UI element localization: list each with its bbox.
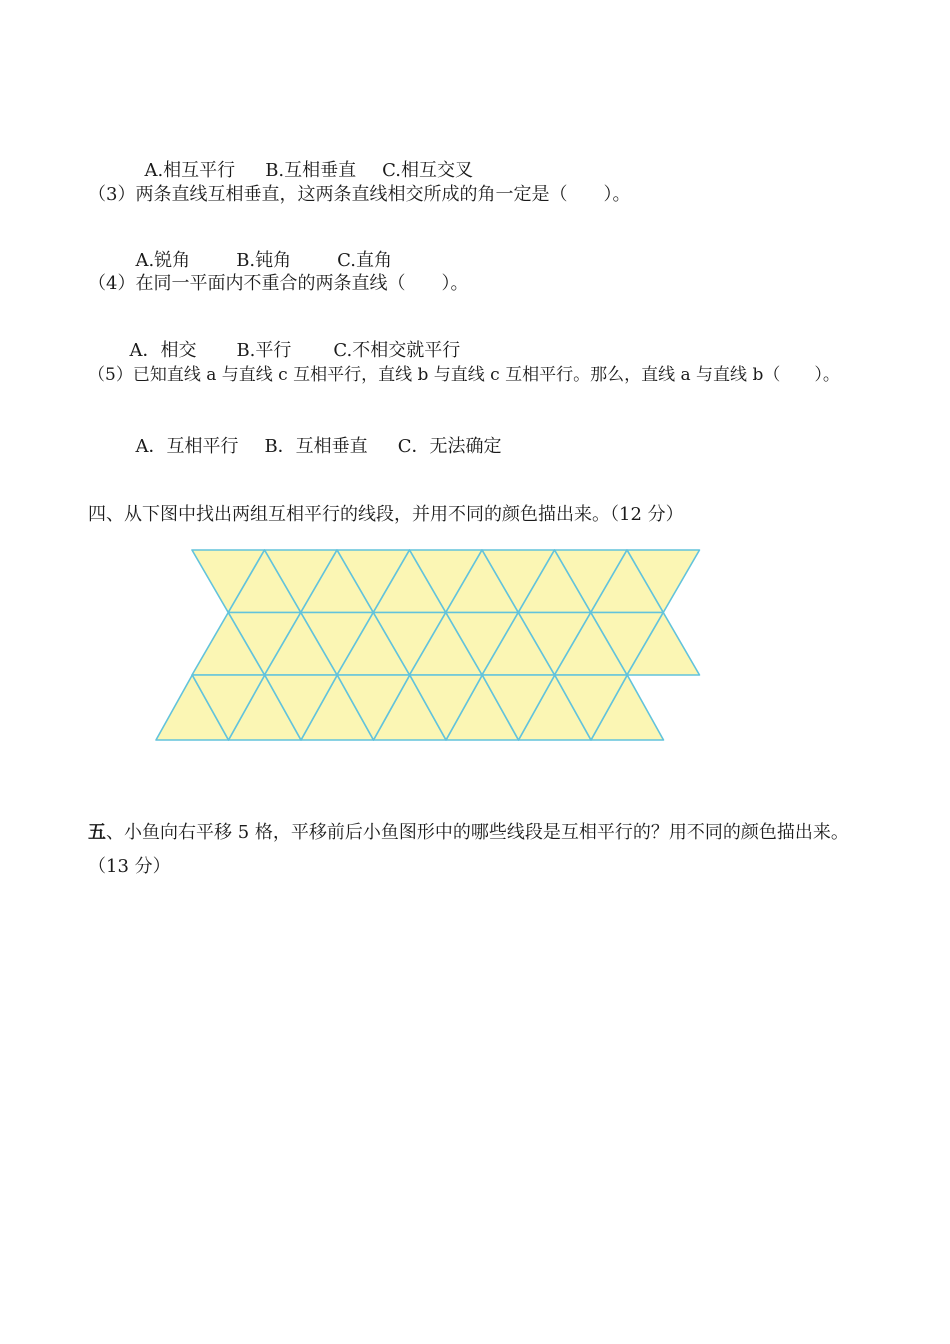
question-5-stem: （5）已知直线 a 与直线 c 互相平行，直线 b 与直线 c 互相平行。那么，直线 a 与直线 b（ ）。: [88, 365, 840, 385]
question-4-stem: （4）在同一平面内不重合的两条直线（ ）。: [88, 273, 469, 294]
section-5-score: （13 分）: [88, 856, 171, 877]
section-5-number: 五: [88, 822, 106, 843]
option-a[interactable]: A.相互平行: [144, 160, 236, 181]
option-c[interactable]: C.直角: [337, 250, 392, 271]
section-4-title: 四、从下图中找出两组互相平行的线段，并用不同的颜色描出来。（12 分）: [88, 504, 684, 525]
option-b[interactable]: B.平行: [236, 340, 292, 361]
option-a[interactable]: A.锐角: [135, 250, 191, 271]
question-3-stem: （3）两条直线互相垂直，这两条直线相交所成的角一定是（ ）。: [88, 184, 631, 205]
option-c[interactable]: C．无法确定: [397, 436, 502, 457]
option-a[interactable]: A．互相平行: [135, 436, 239, 457]
option-b[interactable]: B．互相垂直: [264, 436, 368, 457]
option-c[interactable]: C.相互交叉: [382, 160, 473, 181]
option-b[interactable]: B.钝角: [236, 250, 292, 271]
option-a[interactable]: A．相交: [129, 340, 197, 361]
section-5-title: [88, 822, 849, 844]
option-c[interactable]: C.不相交就平行: [333, 340, 461, 361]
section-5-title-text: 、小鱼向右平移 5 格，平移前后小鱼图形中的哪些线段是互相平行的？用不同的颜色描出来。: [106, 822, 849, 843]
option-b[interactable]: B.互相垂直: [265, 160, 357, 181]
